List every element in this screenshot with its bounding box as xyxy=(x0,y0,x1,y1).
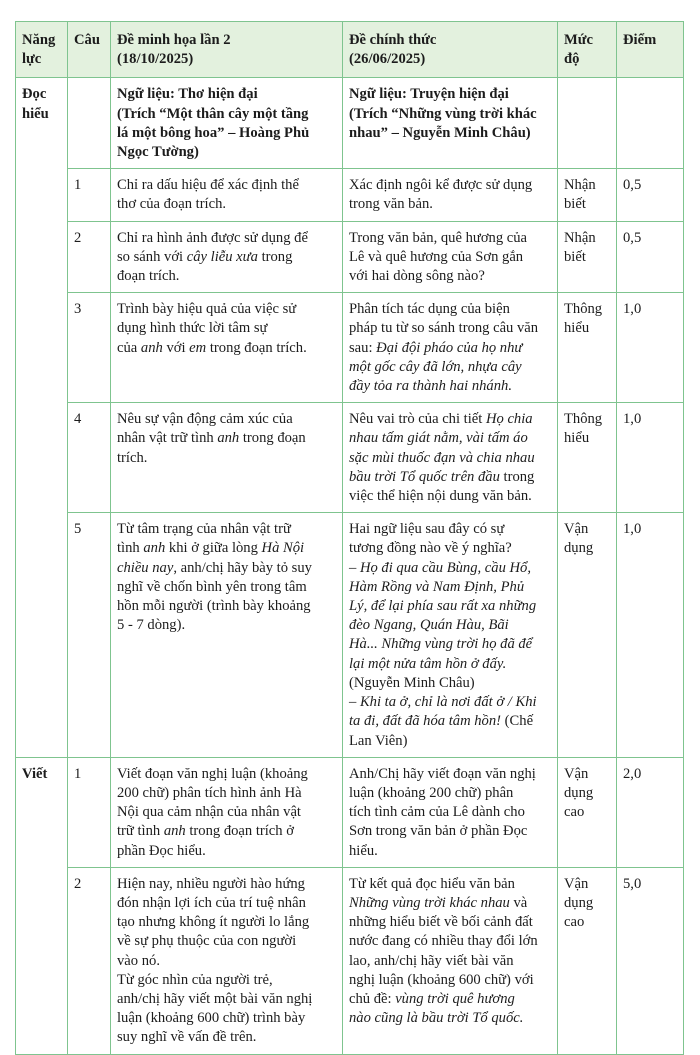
reading-source-row xyxy=(16,78,684,169)
question-number: 3 xyxy=(68,293,111,403)
question-number: 2 xyxy=(68,867,111,1054)
header-level: Mức độ xyxy=(558,22,617,78)
header-score: Điểm xyxy=(617,22,684,78)
sample-question: Chỉ ra dấu hiệu để xác định thể thơ của đoạn trích. xyxy=(111,169,343,221)
table-row xyxy=(16,221,684,293)
official-question: Hai ngữ liệu sau đây có sự tương đồng nào về ý nghĩa? – Họ đi qua cầu Bùng, cầu Hổ, Hàm Rồng và Nam Định, Phủ Lý, để lại phía sau rất xa những đèo Ngang, Quán Hàu, Bãi Hà... Những vùng trời họ đã để lại một nửa tâm hồn ở đấy. (Nguyễn Minh Châu) – Khi ta ở, chỉ là nơi đất ở / Khi ta đi, đất đã hóa tâm hồn! (Chế Lan Viên) xyxy=(343,513,558,757)
level-cell: Thông hiểu xyxy=(558,403,617,513)
sample-question: Chỉ ra hình ảnh được sử dụng để so sánh với cây liễu xưa trong đoạn trích. xyxy=(111,221,343,293)
level-cell: Vận dụng cao xyxy=(558,757,617,867)
level-cell: Vận dụng xyxy=(558,513,617,757)
score-cell: 0,5 xyxy=(617,221,684,293)
table-row xyxy=(16,757,684,867)
header-sample-exam: Đề minh họa lần 2 (18/10/2025) xyxy=(111,22,343,78)
exam-comparison-table xyxy=(15,21,684,1055)
table-row xyxy=(16,867,684,1054)
official-question: Trong văn bản, quê hương của Lê và quê hương của Sơn gắn với hai dòng sông nào? xyxy=(343,221,558,293)
official-question: Phân tích tác dụng của biện pháp tu từ so sánh trong câu văn sau: Đại đội pháo của họ như một gốc cây đã lớn, nhựa cây đầy tỏa ra thành hai nhánh. xyxy=(343,293,558,403)
score-cell: 1,0 xyxy=(617,513,684,757)
sample-question: Từ tâm trạng của nhân vật trữ tình anh khi ở giữa lòng Hà Nội chiều nay, anh/chị hãy bày tỏ suy nghĩ về chốn bình yên trong tâm hồn mỗi người (trình bày khoảng 5 - 7 dòng). xyxy=(111,513,343,757)
level-cell: Nhận biết xyxy=(558,221,617,293)
score-cell: 0,5 xyxy=(617,169,684,221)
empty-cell xyxy=(617,78,684,169)
score-cell: 5,0 xyxy=(617,867,684,1054)
header-skill: Năng lực xyxy=(16,22,68,78)
question-number: 5 xyxy=(68,513,111,757)
official-question: Xác định ngôi kể được sử dụng trong văn bản. xyxy=(343,169,558,221)
header-official-exam: Đề chính thức (26/06/2025) xyxy=(343,22,558,78)
score-cell: 2,0 xyxy=(617,757,684,867)
skill-reading: Đọc hiểu xyxy=(16,78,68,757)
table-row xyxy=(16,169,684,221)
score-cell: 1,0 xyxy=(617,293,684,403)
table-row xyxy=(16,293,684,403)
sample-question: Nêu sự vận động cảm xúc của nhân vật trữ tình anh trong đoạn trích. xyxy=(111,403,343,513)
empty-cell xyxy=(68,78,111,169)
official-question: Anh/Chị hãy viết đoạn văn nghị luận (khoảng 200 chữ) phân tích tình cảm của Lê dành cho Sơn trong văn bản ở phần Đọc hiểu. xyxy=(343,757,558,867)
header-question: Câu xyxy=(68,22,111,78)
question-number: 1 xyxy=(68,757,111,867)
sample-question: Hiện nay, nhiều người hào hứng đón nhận lợi ích của trí tuệ nhân tạo nhưng không ít người lo lắng về sự phụ thuộc của con người vào nó. Từ góc nhìn của người trẻ, anh/chị hãy viết một bài văn nghị luận (khoảng 600 chữ) trình bày suy nghĩ về vấn đề trên. xyxy=(111,867,343,1054)
table-row xyxy=(16,513,684,757)
table-row xyxy=(16,403,684,513)
level-cell: Vận dụng cao xyxy=(558,867,617,1054)
score-cell: 1,0 xyxy=(617,403,684,513)
question-number: 4 xyxy=(68,403,111,513)
sample-question: Viết đoạn văn nghị luận (khoảng 200 chữ) phân tích hình ảnh Hà Nội qua cảm nhận của nhân vật trữ tình anh trong đoạn trích ở phần Đọc hiểu. xyxy=(111,757,343,867)
official-source: Ngữ liệu: Truyện hiện đại (Trích “Những vùng trời khác nhau” – Nguyễn Minh Châu) xyxy=(343,78,558,169)
empty-cell xyxy=(558,78,617,169)
header-row xyxy=(16,22,684,78)
official-question: Từ kết quả đọc hiểu văn bản Những vùng trời khác nhau và những hiểu biết về bối cảnh đất nước đang có nhiều thay đổi lớn lao, anh/chị hãy viết bài văn nghị luận (khoảng 600 chữ) với chủ đề: vùng trời quê hương nào cũng là bầu trời Tổ quốc. xyxy=(343,867,558,1054)
official-question: Nêu vai trò của chi tiết Họ chia nhau tấm giát nằm, vài tấm áo sặc mùi thuốc đạn và chia nhau bầu trời Tổ quốc trên đầu trong việc thể hiện nội dung văn bản. xyxy=(343,403,558,513)
question-number: 1 xyxy=(68,169,111,221)
skill-writing: Viết xyxy=(16,757,68,1054)
question-number: 2 xyxy=(68,221,111,293)
level-cell: Nhận biết xyxy=(558,169,617,221)
sample-source: Ngữ liệu: Thơ hiện đại (Trích “Một thân cây một tầng lá một bông hoa” – Hoàng Phủ Ngọc Tường) xyxy=(111,78,343,169)
sample-question: Trình bày hiệu quả của việc sử dụng hình thức lời tâm sự của anh với em trong đoạn trích. xyxy=(111,293,343,403)
level-cell: Thông hiểu xyxy=(558,293,617,403)
